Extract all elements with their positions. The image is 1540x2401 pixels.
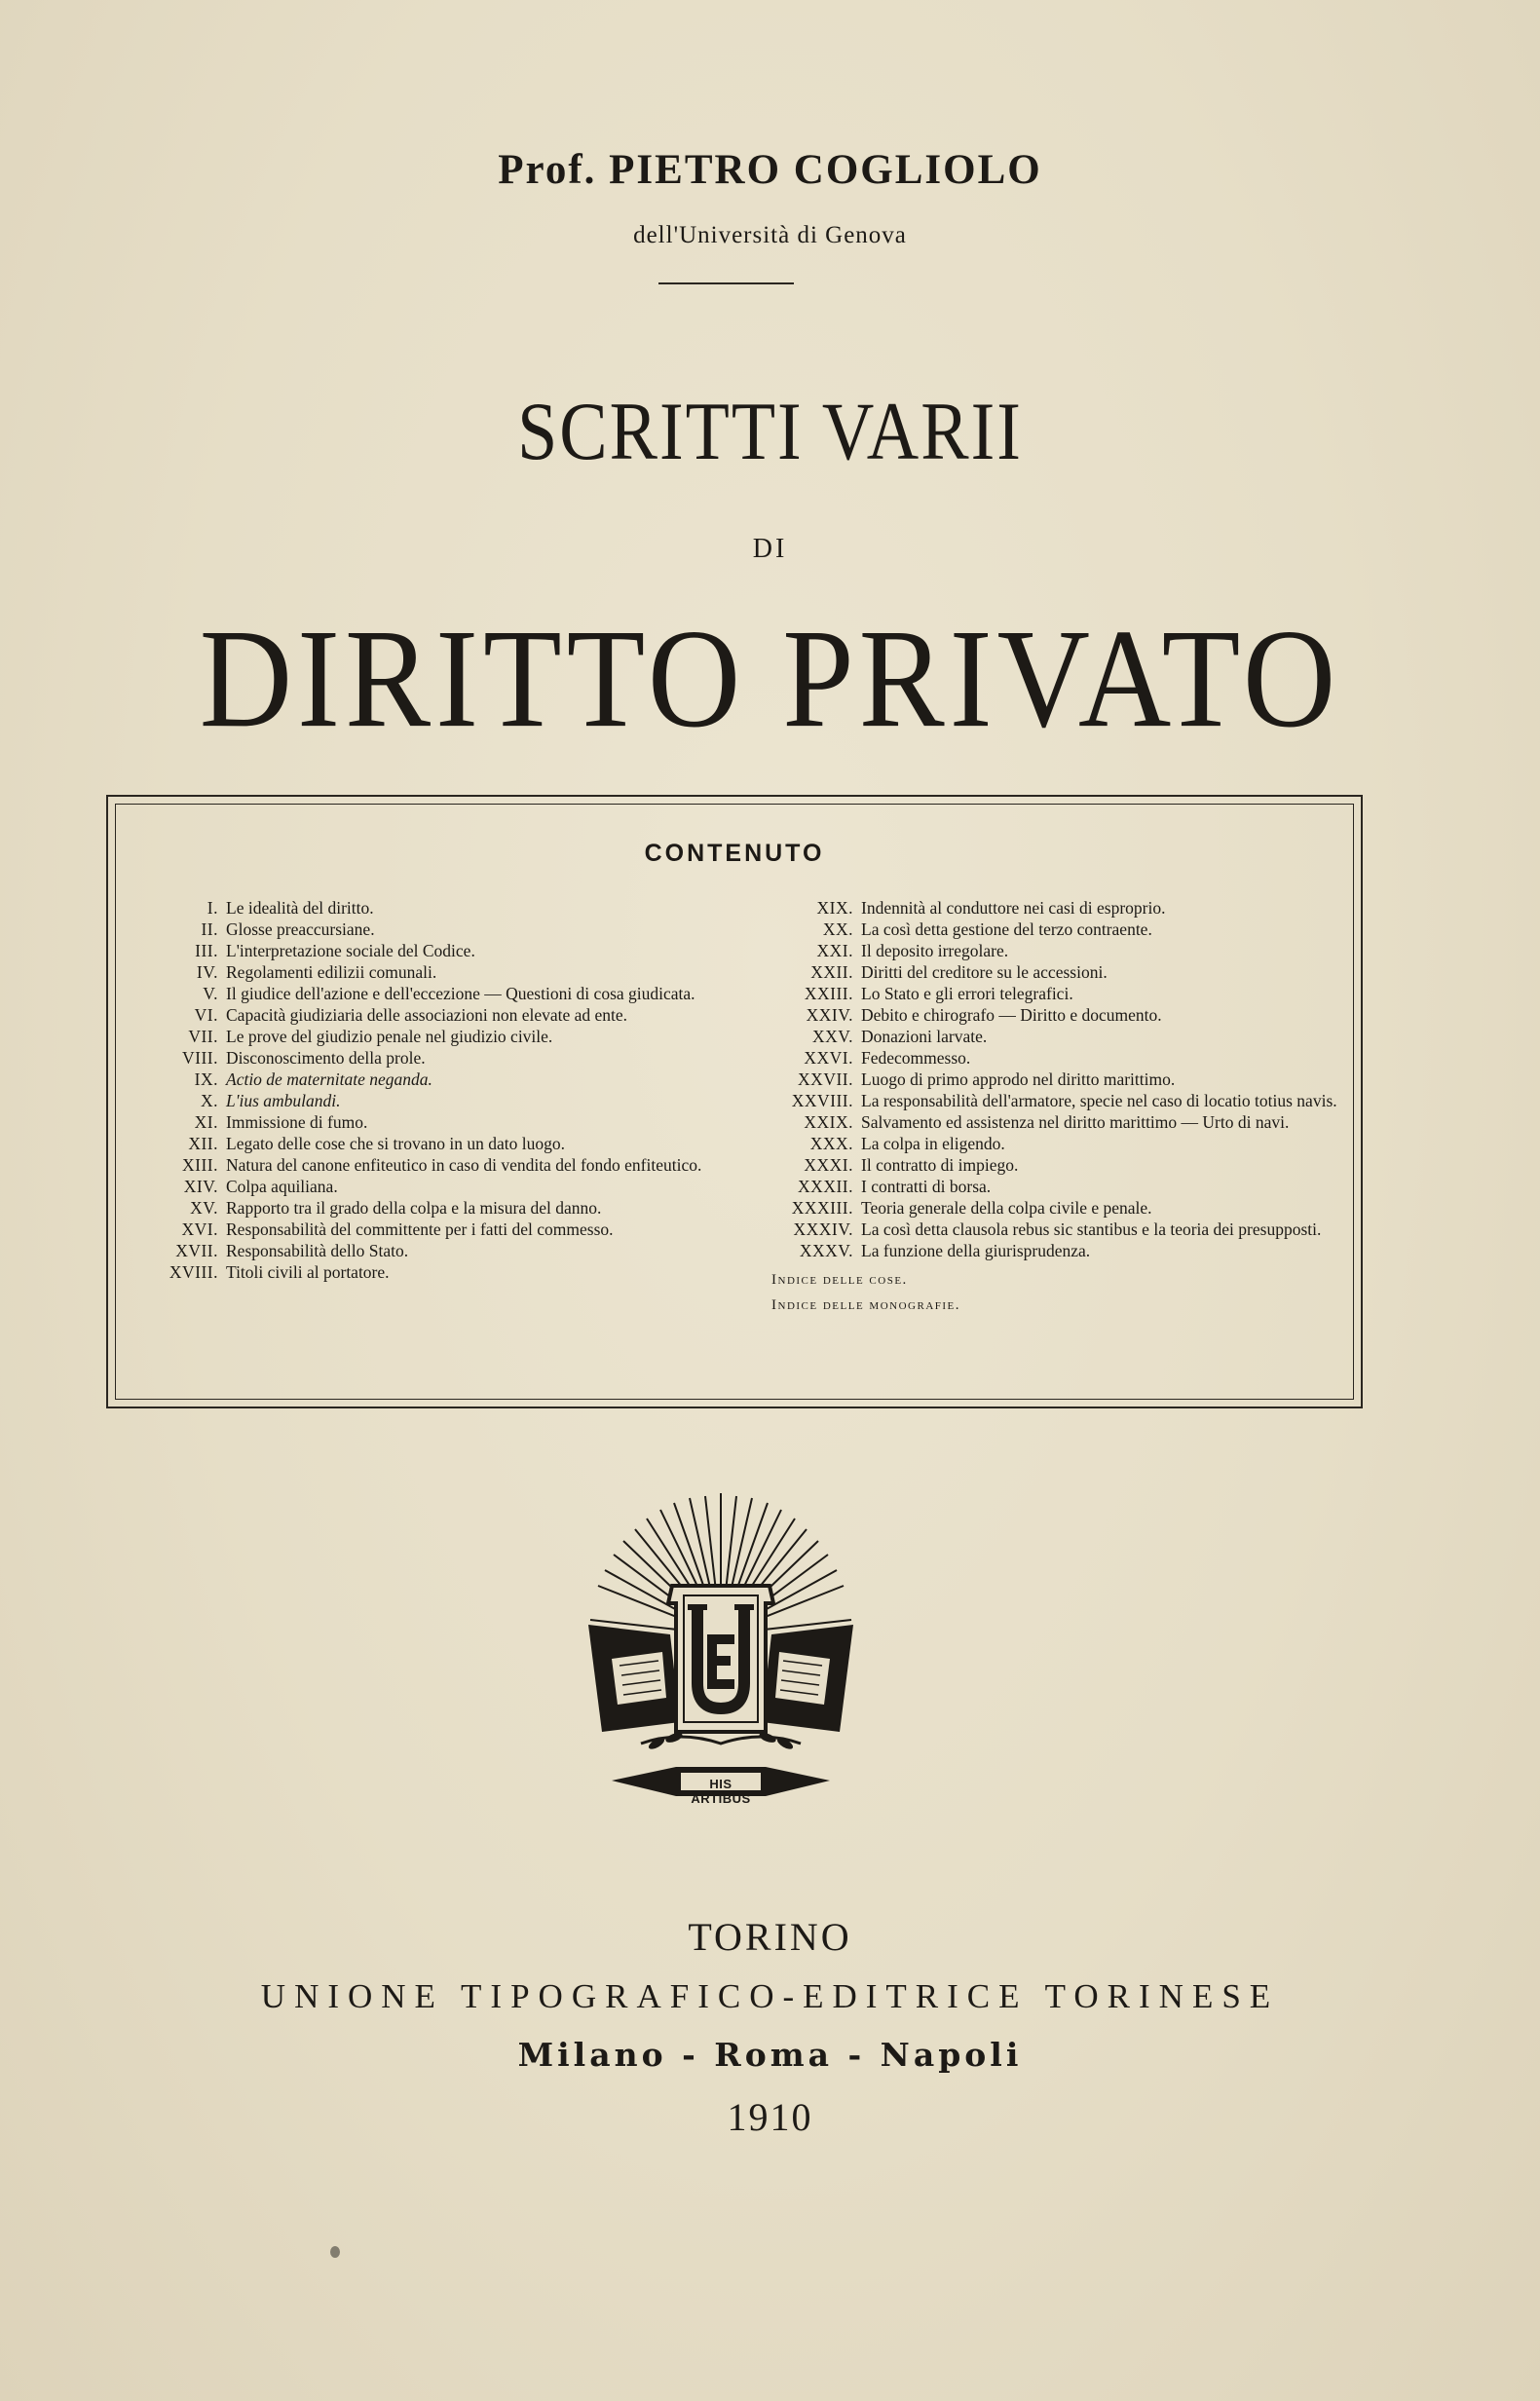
entry-number: VIII. (182, 1048, 218, 1068)
entry-number: X. (200, 1091, 218, 1110)
contents-entry (142, 961, 746, 983)
paper-speck (330, 2246, 340, 2258)
entry-number: XV. (190, 1198, 218, 1218)
entry-number: II. (201, 919, 218, 939)
entry-number: XVII. (175, 1241, 218, 1260)
contents-box (106, 795, 1363, 1408)
contents-entry (142, 1090, 746, 1111)
entry-title: La così detta clausola rebus sic stantibus e la teoria dei presupposti. (861, 1219, 1322, 1239)
entry-number: XI. (194, 1112, 218, 1132)
contents-entry (142, 1154, 746, 1176)
contents-entry (766, 1047, 1350, 1069)
contents-entry (766, 1197, 1350, 1219)
contents-entry (142, 983, 746, 1004)
entry-number: XXXI. (804, 1155, 853, 1175)
entry-number: XIX. (816, 898, 853, 918)
contents-entry (766, 1219, 1350, 1240)
entry-number: V. (203, 984, 218, 1003)
author-affiliation: dell'Università di Genova (633, 222, 907, 248)
entry-number: XXIV. (806, 1005, 853, 1025)
contents-entry (766, 1176, 1350, 1197)
entry-title: Le idealità del diritto. (226, 898, 374, 918)
contents-entry (766, 897, 1350, 919)
entry-title: La colpa in eligendo. (861, 1134, 1005, 1153)
contents-entry (766, 1133, 1350, 1154)
book-title-line1: SCRITTI VARII (517, 386, 1023, 478)
entry-number: IX. (194, 1069, 218, 1089)
entry-title: Titoli civili al portatore. (226, 1262, 390, 1282)
contents-entry (142, 1219, 746, 1240)
entry-title: Luogo di primo approdo nel diritto marittimo. (861, 1069, 1176, 1089)
contents-entry (766, 961, 1350, 983)
entry-title: Colpa aquiliana. (226, 1177, 338, 1196)
entry-number: XIII. (182, 1155, 218, 1175)
entry-title: Responsabilità del committente per i fatti del commesso. (226, 1219, 614, 1239)
entry-number: XXX. (809, 1134, 853, 1153)
contents-entry (142, 1240, 746, 1261)
contents-entry (766, 1069, 1350, 1090)
author-name: Prof. PIETRO COGLIOLO (498, 147, 1042, 193)
entry-number: XXXIII. (791, 1198, 853, 1218)
entry-number: XXXII. (798, 1177, 853, 1196)
entry-number: XXII. (810, 962, 853, 982)
entry-number: VII. (188, 1027, 218, 1046)
imprint-publisher: UNIONE TIPOGRAFICO-EDITRICE TORINESE (260, 1977, 1280, 2015)
contents-entry (142, 1261, 746, 1283)
index-entry: Indice delle cose. (771, 1272, 908, 1288)
entry-title: La così detta gestione del terzo contraente. (861, 919, 1152, 939)
entry-title: La responsabilità dell'armatore, specie nel caso di locatio totius navis. (861, 1091, 1337, 1110)
entry-number: XXI. (816, 941, 853, 960)
contents-entry (766, 1111, 1350, 1133)
entry-number: XXIII. (804, 984, 853, 1003)
entry-number: XIV. (183, 1177, 218, 1196)
contents-entry (766, 1240, 1350, 1261)
book-title-line2: DIRITTO PRIVATO (199, 599, 1341, 757)
contents-entry (766, 919, 1350, 940)
contents-entry (766, 983, 1350, 1004)
entry-number: XXV. (811, 1027, 853, 1046)
entry-title: Responsabilità dello Stato. (226, 1241, 409, 1260)
entry-number: XII. (188, 1134, 218, 1153)
entry-number: XXVI. (804, 1048, 853, 1068)
entry-title: L'interpretazione sociale del Codice. (226, 941, 475, 960)
contents-entry (142, 1111, 746, 1133)
contents-entry (142, 1047, 746, 1069)
entry-number: XXVIII. (791, 1091, 853, 1110)
contents-entry (142, 1197, 746, 1219)
entry-number: XVIII. (169, 1262, 218, 1282)
entry-title: Fedecommesso. (861, 1048, 971, 1068)
contents-entry (766, 940, 1350, 961)
contents-heading: CONTENUTO (644, 840, 825, 867)
entry-title: Regolamenti edilizii comunali. (226, 962, 437, 982)
entry-number: I. (207, 898, 218, 918)
contents-entry (142, 1026, 746, 1047)
contents-entry (142, 1176, 746, 1197)
entry-title: Il deposito irregolare. (861, 941, 1009, 960)
entry-title: L'ius ambulandi. (226, 1091, 341, 1110)
entry-title: Legato delle cose che si trovano in un dato luogo. (226, 1134, 565, 1153)
entry-number: III. (195, 941, 218, 960)
entry-number: XXIX. (804, 1112, 853, 1132)
entry-title: Il contratto di impiego. (861, 1155, 1019, 1175)
entry-title: Teoria generale della colpa civile e penale. (861, 1198, 1152, 1218)
entry-title: Debito e chirografo — Diritto e documento. (861, 1005, 1162, 1025)
contents-entry (142, 1004, 746, 1026)
emblem-motto: HIS ARTIBUS (691, 1777, 751, 1806)
entry-title: Il giudice dell'azione e dell'eccezione — Questioni di cosa giudicata. (226, 984, 695, 1003)
entry-title: La funzione della giurisprudenza. (861, 1241, 1091, 1260)
entry-title: Natura del canone enfiteutico in caso di vendita del fondo enfiteutico. (226, 1155, 702, 1175)
contents-left-column (142, 897, 746, 1283)
entry-title: Salvamento ed assistenza nel diritto marittimo — Urto di navi. (861, 1112, 1290, 1132)
contents-entry (766, 1154, 1350, 1176)
entry-number: XXVII. (798, 1069, 853, 1089)
entry-title: Lo Stato e gli errori telegrafici. (861, 984, 1073, 1003)
contents-entry (142, 1133, 746, 1154)
entry-title: Capacità giudiziaria delle associazioni non elevate ad ente. (226, 1005, 628, 1025)
entry-title: Glosse preaccursiane. (226, 919, 375, 939)
entry-title: Indennità al conduttore nei casi di esproprio. (861, 898, 1166, 918)
book-title-connector: DI (752, 534, 788, 564)
imprint-year: 1910 (727, 2095, 813, 2139)
index-entry: Indice delle monografie. (771, 1297, 961, 1313)
entry-title: Immissione di fumo. (226, 1112, 368, 1132)
publisher-emblem-icon (582, 1488, 859, 1820)
entry-title: Diritti del creditore su le accessioni. (861, 962, 1108, 982)
contents-entry (766, 1004, 1350, 1026)
entry-title: I contratti di borsa. (861, 1177, 992, 1196)
contents-entry (142, 940, 746, 961)
entry-number: XXXV. (799, 1241, 853, 1260)
imprint-city: TORINO (688, 1915, 852, 1959)
imprint-branch-cities: Milano - Roma - Napoli (517, 2036, 1023, 2074)
entry-number: XX. (822, 919, 853, 939)
header-divider (658, 282, 794, 284)
entry-title: Disconoscimento della prole. (226, 1048, 426, 1068)
entry-number: VI. (194, 1005, 218, 1025)
entry-title: Donazioni larvate. (861, 1027, 988, 1046)
contents-entry (142, 1069, 746, 1090)
contents-entry (766, 1090, 1350, 1111)
entry-title: Le prove del giudizio penale nel giudizio civile. (226, 1027, 553, 1046)
contents-inner-frame (115, 804, 1354, 1400)
contents-right-column (766, 897, 1350, 1316)
contents-entry (142, 897, 746, 919)
contents-entry (766, 1026, 1350, 1047)
entry-title: Actio de maternitate neganda. (226, 1069, 432, 1089)
entry-number: XXXIV. (793, 1219, 853, 1239)
entry-number: XVI. (181, 1219, 218, 1239)
entry-title: Rapporto tra il grado della colpa e la misura del danno. (226, 1198, 602, 1218)
contents-entry (142, 919, 746, 940)
entry-number: IV. (196, 962, 218, 982)
